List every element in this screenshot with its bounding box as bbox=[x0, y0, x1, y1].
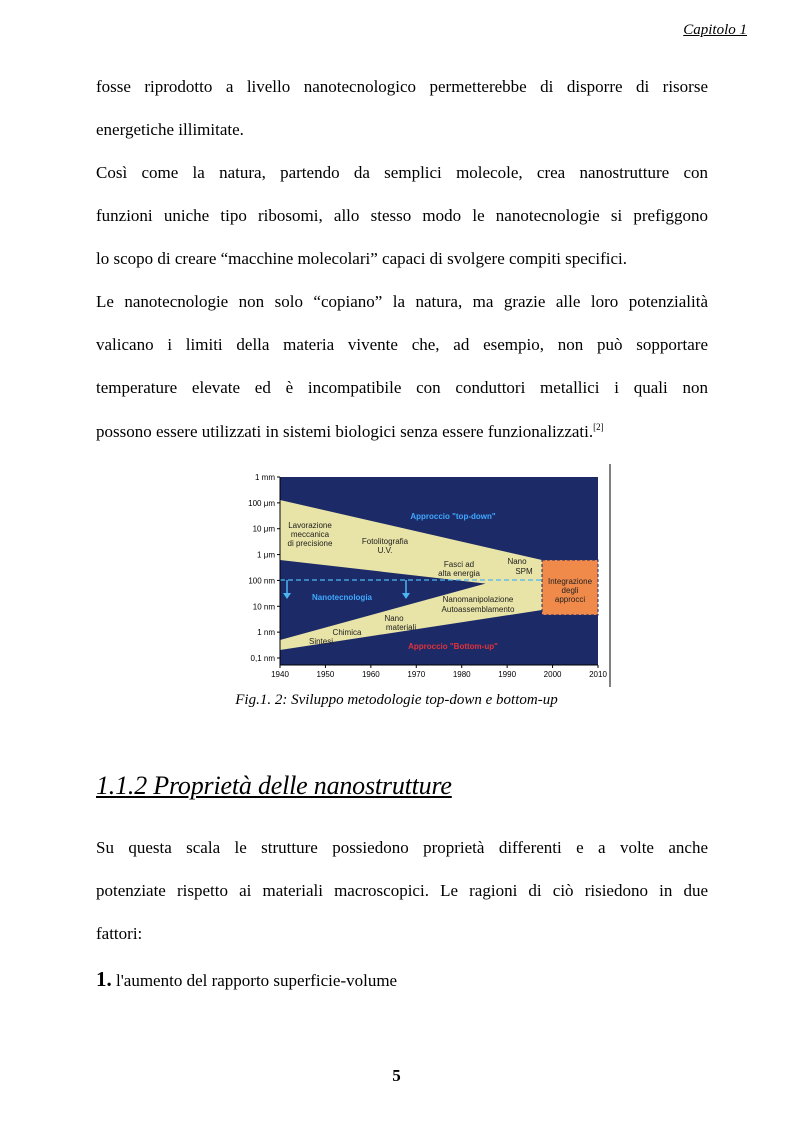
x-tick-label: 1990 bbox=[498, 670, 517, 679]
x-tick-label: 1980 bbox=[452, 670, 471, 679]
list-number: 1. bbox=[96, 967, 112, 991]
bottom-up-label: Approccio "Bottom-up" bbox=[408, 642, 498, 651]
text-line: Su questa scala le strutture possiedono proprietà differenti e a volte anche bbox=[96, 838, 708, 857]
text-line: fattori: bbox=[96, 924, 143, 943]
y-tick-label: 1 μm bbox=[257, 550, 275, 560]
nano-spm-label: Nano SPM bbox=[507, 557, 533, 576]
text-line: lo scopo di creare “macchine molecolari” capaci di svolgere compiti specifici. bbox=[96, 249, 628, 268]
x-tick-label: 2000 bbox=[543, 670, 562, 679]
text-line: valicano i limiti della materia vivente che, ad esempio, non può sopportare bbox=[96, 335, 708, 354]
text-line: temperature elevate ed è incompatibile con conduttori metallici i quali non bbox=[96, 378, 708, 397]
x-tick-label: 1960 bbox=[361, 670, 380, 679]
integrazione-label: Integrazione degli approcci bbox=[547, 577, 593, 604]
section-title: 1.1.2 Proprietà delle nanostrutture bbox=[96, 771, 452, 800]
y-tick-label: 100 μm bbox=[248, 498, 275, 508]
x-tick-label: 1940 bbox=[271, 670, 289, 679]
nanomanipolazione-label: Nanomanipolazione Autoassemblamento bbox=[441, 595, 515, 614]
chimica-label: Chimica bbox=[332, 628, 362, 637]
nano-materiali-label: Nano materiali bbox=[384, 614, 417, 632]
fasci-label: Fasci ad alta energia bbox=[438, 560, 480, 578]
x-tick-label: 1970 bbox=[407, 670, 426, 679]
lavorazione-label: Lavorazione meccanica di precisione bbox=[287, 521, 333, 548]
y-tick-label: 1 nm bbox=[257, 628, 275, 638]
text-line: Così come la natura, partendo da semplici molecole, crea nanostrutture con bbox=[96, 163, 708, 182]
fotolitografia-label: Fotolitografia U.V. bbox=[361, 537, 409, 555]
y-tick-label: 10 nm bbox=[252, 602, 275, 612]
nanotech-approaches-figure bbox=[231, 462, 612, 689]
text-line: potenziate rispetto ai materiali macroscopici. Le ragioni di ciò risiedono in due bbox=[96, 881, 708, 900]
citation-ref: [2] bbox=[593, 422, 604, 432]
figure-caption: Fig.1. 2: Sviluppo metodologie top-down e bottom-up bbox=[235, 692, 558, 708]
chapter-header: Capitolo 1 bbox=[683, 22, 747, 38]
page-number: 5 bbox=[392, 1066, 401, 1085]
text-line-content: possono essere utilizzati in sistemi biologici senza essere funzionalizzati. bbox=[96, 422, 594, 441]
top-down-label: Approccio "top-down" bbox=[410, 512, 496, 521]
nanotecnologia-label: Nanotecnologia bbox=[311, 593, 373, 602]
list-text: l'aumento del rapporto superficie-volume bbox=[116, 971, 398, 990]
text-line: funzioni uniche tipo ribosomi, allo stesso modo le nanotecnologie si prefiggono bbox=[96, 206, 708, 225]
y-tick-label: 0,1 nm bbox=[250, 654, 275, 663]
y-tick-label: 10 μm bbox=[252, 524, 275, 534]
text-line: Le nanotecnologie non solo “copiano” la natura, ma grazie alle loro potenzialità bbox=[96, 292, 708, 311]
y-tick-label: 100 nm bbox=[248, 576, 275, 586]
list-item bbox=[96, 964, 397, 996]
y-tick-label: 1 mm bbox=[255, 473, 275, 482]
text-line bbox=[96, 410, 708, 453]
text-line: fosse riprodotto a livello nanotecnologico permetterebbe di disporre di risorse bbox=[96, 77, 708, 96]
x-tick-label: 2010 bbox=[589, 670, 607, 679]
sintesi-label: Sintesi bbox=[308, 637, 334, 646]
text-line: energetiche illimitate. bbox=[96, 120, 244, 139]
x-tick-label: 1950 bbox=[316, 670, 335, 679]
